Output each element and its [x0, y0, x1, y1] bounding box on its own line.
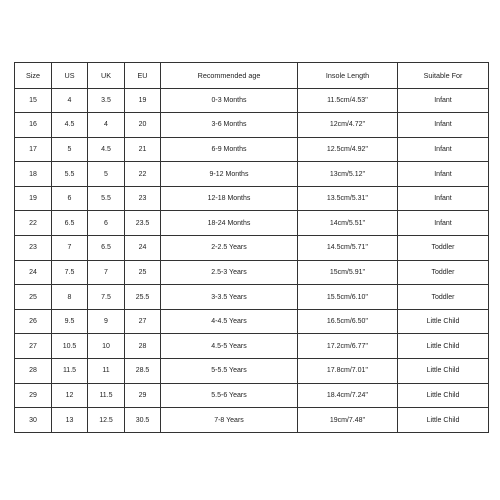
table-row: [15, 88, 489, 113]
cell-uk: 12.5: [88, 408, 125, 433]
cell-insole-length: 17.8cm/7.01'': [298, 359, 398, 384]
cell-suitable-for: Little Child: [398, 359, 489, 384]
table-body: [15, 88, 489, 432]
cell-insole-length: 16.5cm/6.50'': [298, 309, 398, 334]
cell-size: 22: [15, 211, 52, 236]
cell-uk: 7: [88, 260, 125, 285]
header-suitable-for: Suitable For: [398, 63, 489, 89]
size-chart-table: [14, 62, 489, 433]
cell-recommended-age: 18-24 Months: [161, 211, 298, 236]
cell-uk: 4: [88, 113, 125, 138]
cell-eu: 25: [125, 260, 161, 285]
cell-eu: 28: [125, 334, 161, 359]
cell-eu: 30.5: [125, 408, 161, 433]
cell-recommended-age: 5-5.5 Years: [161, 359, 298, 384]
cell-eu: 29: [125, 383, 161, 408]
cell-size: 16: [15, 113, 52, 138]
cell-size: 26: [15, 309, 52, 334]
cell-insole-length: 18.4cm/7.24'': [298, 383, 398, 408]
table-row: [15, 137, 489, 162]
cell-us: 12: [52, 383, 88, 408]
cell-us: 8: [52, 285, 88, 310]
cell-uk: 3.5: [88, 88, 125, 113]
header-eu: EU: [125, 63, 161, 89]
cell-uk: 5: [88, 162, 125, 187]
cell-uk: 4.5: [88, 137, 125, 162]
cell-us: 4: [52, 88, 88, 113]
cell-size: 29: [15, 383, 52, 408]
cell-us: 7: [52, 236, 88, 261]
cell-recommended-age: 9-12 Months: [161, 162, 298, 187]
cell-eu: 25.5: [125, 285, 161, 310]
cell-us: 10.5: [52, 334, 88, 359]
cell-size: 15: [15, 88, 52, 113]
cell-eu: 23: [125, 186, 161, 211]
table-row: [15, 408, 489, 433]
cell-uk: 5.5: [88, 186, 125, 211]
table-row: [15, 309, 489, 334]
cell-eu: 20: [125, 113, 161, 138]
header-size: Size: [15, 63, 52, 89]
table-header-row: [15, 63, 489, 89]
cell-uk: 11: [88, 359, 125, 384]
cell-insole-length: 12.5cm/4.92'': [298, 137, 398, 162]
header-insole-length: Insole Length: [298, 63, 398, 89]
cell-uk: 6: [88, 211, 125, 236]
table-row: [15, 236, 489, 261]
cell-us: 5.5: [52, 162, 88, 187]
cell-recommended-age: 12-18 Months: [161, 186, 298, 211]
cell-size: 17: [15, 137, 52, 162]
cell-uk: 11.5: [88, 383, 125, 408]
cell-size: 19: [15, 186, 52, 211]
cell-suitable-for: Infant: [398, 88, 489, 113]
cell-insole-length: 13cm/5.12'': [298, 162, 398, 187]
cell-suitable-for: Infant: [398, 162, 489, 187]
cell-recommended-age: 2.5-3 Years: [161, 260, 298, 285]
cell-suitable-for: Infant: [398, 113, 489, 138]
cell-insole-length: 12cm/4.72'': [298, 113, 398, 138]
table-row: [15, 162, 489, 187]
cell-insole-length: 13.5cm/5.31'': [298, 186, 398, 211]
cell-suitable-for: Toddler: [398, 285, 489, 310]
cell-insole-length: 14cm/5.51'': [298, 211, 398, 236]
cell-size: 30: [15, 408, 52, 433]
cell-suitable-for: Toddler: [398, 260, 489, 285]
cell-suitable-for: Toddler: [398, 236, 489, 261]
cell-insole-length: 11.5cm/4.53'': [298, 88, 398, 113]
cell-us: 7.5: [52, 260, 88, 285]
table-row: [15, 359, 489, 384]
header-us: US: [52, 63, 88, 89]
table-row: [15, 260, 489, 285]
cell-eu: 28.5: [125, 359, 161, 384]
header-recommended-age: Recommended age: [161, 63, 298, 89]
cell-us: 9.5: [52, 309, 88, 334]
cell-recommended-age: 5.5-6 Years: [161, 383, 298, 408]
cell-recommended-age: 3-6 Months: [161, 113, 298, 138]
cell-size: 27: [15, 334, 52, 359]
cell-eu: 21: [125, 137, 161, 162]
table-row: [15, 211, 489, 236]
table-row: [15, 383, 489, 408]
header-uk: UK: [88, 63, 125, 89]
cell-uk: 9: [88, 309, 125, 334]
cell-insole-length: 15cm/5.91'': [298, 260, 398, 285]
cell-us: 13: [52, 408, 88, 433]
cell-size: 18: [15, 162, 52, 187]
cell-insole-length: 19cm/7.48'': [298, 408, 398, 433]
cell-size: 28: [15, 359, 52, 384]
cell-recommended-age: 2-2.5 Years: [161, 236, 298, 261]
cell-uk: 10: [88, 334, 125, 359]
cell-recommended-age: 4.5-5 Years: [161, 334, 298, 359]
cell-recommended-age: 7-8 Years: [161, 408, 298, 433]
table-row: [15, 186, 489, 211]
cell-suitable-for: Infant: [398, 137, 489, 162]
cell-size: 24: [15, 260, 52, 285]
cell-insole-length: 15.5cm/6.10'': [298, 285, 398, 310]
cell-eu: 22: [125, 162, 161, 187]
cell-eu: 27: [125, 309, 161, 334]
cell-size: 25: [15, 285, 52, 310]
table-row: [15, 334, 489, 359]
cell-suitable-for: Infant: [398, 186, 489, 211]
cell-recommended-age: 0-3 Months: [161, 88, 298, 113]
cell-suitable-for: Little Child: [398, 408, 489, 433]
cell-us: 11.5: [52, 359, 88, 384]
cell-recommended-age: 6-9 Months: [161, 137, 298, 162]
cell-us: 6.5: [52, 211, 88, 236]
cell-insole-length: 17.2cm/6.77'': [298, 334, 398, 359]
cell-recommended-age: 3-3.5 Years: [161, 285, 298, 310]
cell-us: 6: [52, 186, 88, 211]
cell-us: 4.5: [52, 113, 88, 138]
cell-eu: 19: [125, 88, 161, 113]
cell-suitable-for: Little Child: [398, 383, 489, 408]
cell-uk: 6.5: [88, 236, 125, 261]
cell-suitable-for: Little Child: [398, 309, 489, 334]
cell-us: 5: [52, 137, 88, 162]
cell-eu: 24: [125, 236, 161, 261]
table-row: [15, 285, 489, 310]
cell-suitable-for: Little Child: [398, 334, 489, 359]
cell-insole-length: 14.5cm/5.71'': [298, 236, 398, 261]
cell-suitable-for: Infant: [398, 211, 489, 236]
cell-recommended-age: 4-4.5 Years: [161, 309, 298, 334]
cell-uk: 7.5: [88, 285, 125, 310]
cell-eu: 23.5: [125, 211, 161, 236]
cell-size: 23: [15, 236, 52, 261]
table-row: [15, 113, 489, 138]
